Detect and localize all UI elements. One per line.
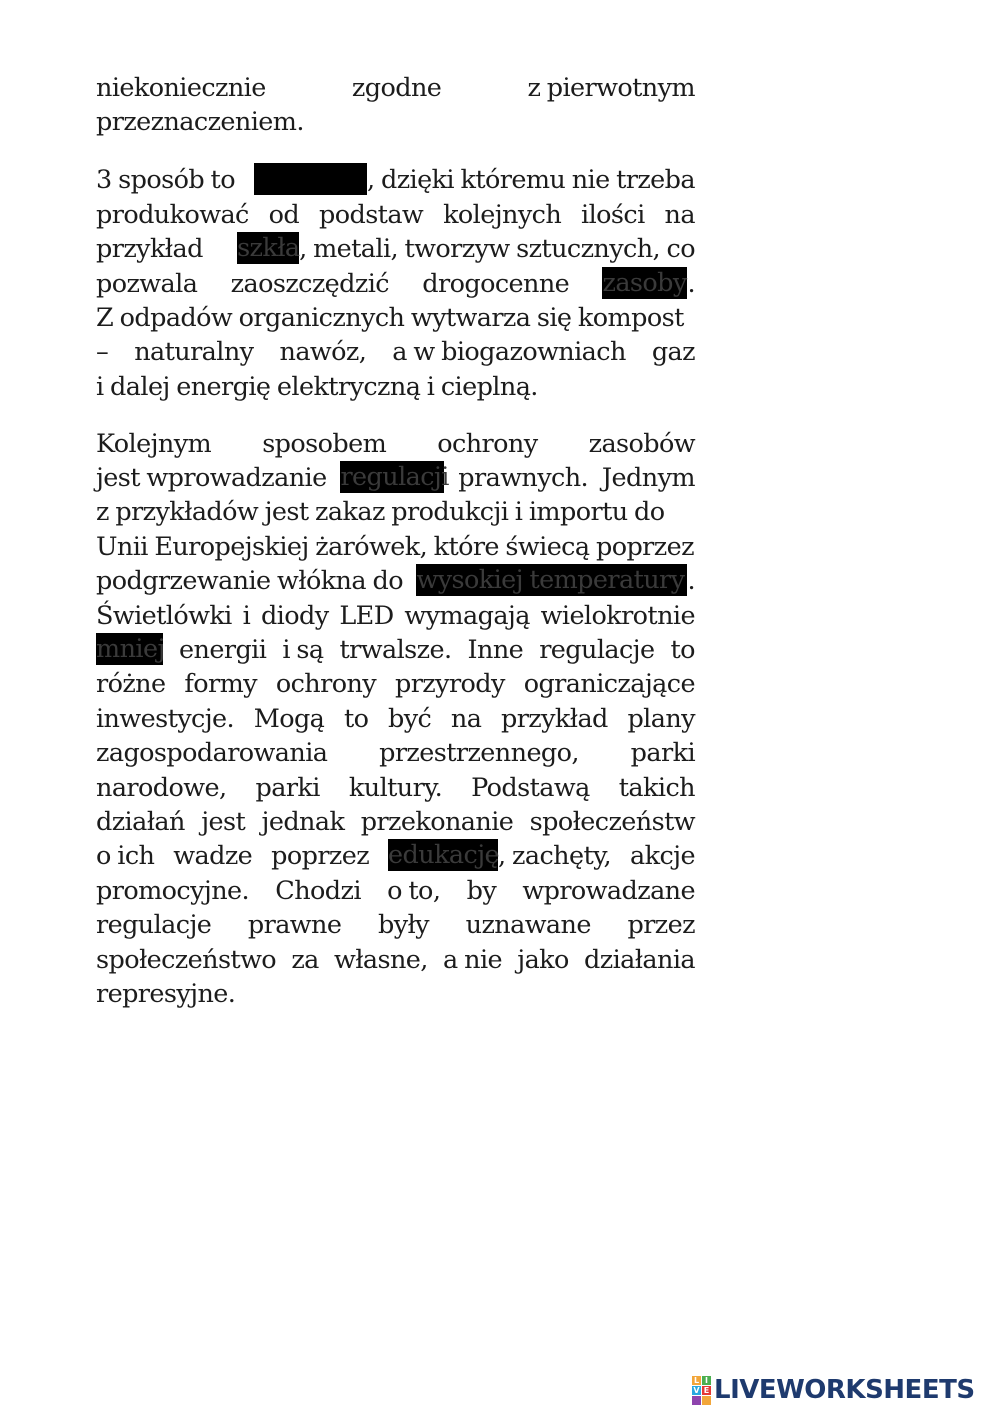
answer-blank[interactable]: wysokiej temperatury (416, 564, 687, 596)
text-fragment: ograniczające (523, 669, 695, 700)
word-group (437, 427, 537, 461)
text-fragment: działania (584, 944, 695, 975)
text-fragment: społeczeństw (529, 807, 695, 837)
word-group (630, 839, 695, 873)
text-fragment: pozwala (96, 268, 198, 299)
logo-mark-cell: E (703, 1385, 710, 1395)
text-fragment: o ich (96, 841, 155, 872)
word-group (416, 564, 695, 598)
word-group (96, 667, 166, 701)
word-group (501, 702, 608, 736)
text-fragment: o to, (387, 875, 441, 906)
text-line (96, 461, 695, 495)
word-group (201, 805, 245, 839)
word-group (275, 874, 361, 908)
liveworksheets-logo-icon (692, 1376, 711, 1405)
answer-blank[interactable]: regulacji (340, 462, 449, 493)
text-fragment: promocyjne. (96, 875, 250, 906)
text-line (96, 908, 695, 942)
word-group (361, 805, 514, 839)
text-fragment: , dzięki któremu nie trzeba (366, 165, 695, 196)
paragraph (96, 427, 695, 1012)
word-group (527, 71, 695, 105)
text-fragment: , zachęty, (498, 841, 612, 872)
text-fragment: LED (339, 600, 394, 631)
text-fragment: gaz (651, 337, 695, 368)
word-group (619, 771, 695, 805)
word-group (522, 874, 695, 908)
word-group (280, 335, 367, 369)
answer-blank[interactable]: mniej (96, 634, 165, 665)
text-fragment: plany (627, 703, 695, 734)
answer-blank[interactable]: zasoby (602, 267, 687, 298)
word-group (539, 633, 654, 667)
word-group (392, 335, 626, 369)
logo-mark-cell: I (702, 1376, 711, 1385)
text-fragment: zgodne (351, 73, 442, 103)
word-group (468, 633, 524, 667)
text-line (96, 427, 695, 461)
word-group (96, 839, 154, 873)
text-fragment: jednak (261, 807, 345, 837)
text-fragment: wielokrotnie (540, 600, 695, 631)
text-line (96, 370, 695, 404)
text-line (96, 495, 695, 529)
text-line (96, 874, 695, 908)
word-group (237, 232, 695, 266)
word-group (96, 427, 211, 461)
text-fragment: trwalsze. (339, 635, 452, 666)
word-group (271, 839, 369, 873)
text-fragment: Inne (467, 635, 524, 666)
text-fragment: działań (96, 807, 185, 837)
word-group (254, 163, 695, 197)
text-fragment: Podstawą (471, 772, 590, 803)
text-fragment: , metali, tworzyw sztucznych, co (299, 234, 695, 265)
text-fragment: wymagają (404, 600, 530, 631)
text-fragment: przekonanie (360, 807, 514, 837)
text-fragment: były (377, 910, 429, 941)
word-group (388, 702, 431, 736)
word-group (352, 71, 441, 105)
word-group (96, 908, 211, 942)
text-fragment: drogocenne (422, 268, 570, 299)
word-group (291, 943, 318, 977)
text-fragment: kultury. (348, 772, 443, 803)
word-group (96, 633, 163, 667)
text-line (96, 71, 695, 105)
logo-mark-cell: L (693, 1375, 700, 1385)
text-line (96, 839, 695, 873)
word-group (340, 633, 452, 667)
word-group (602, 461, 695, 495)
text-fragment: zasobów (588, 428, 695, 459)
word-group (344, 702, 368, 736)
text-fragment: wadze (173, 841, 253, 872)
text-line (96, 633, 695, 667)
text-line (96, 335, 695, 369)
word-group (96, 530, 694, 564)
text-fragment: zaoszczędzić (230, 268, 389, 299)
text-fragment: jest wprowadzanie (96, 463, 327, 494)
logo-text: LIVEWORKSHEETS (714, 1375, 975, 1405)
text-fragment: Jednym (601, 463, 695, 494)
word-group (96, 267, 197, 301)
word-group (541, 599, 695, 633)
text-line (96, 198, 695, 232)
text-fragment: Z odpadów organicznych wytwarza się kompost (96, 302, 684, 333)
answer-blank[interactable]: szkła (237, 233, 300, 264)
text-fragment: podgrzewanie włókna do (96, 566, 403, 597)
logo-mark-cell: V (693, 1385, 700, 1395)
text-line (96, 564, 695, 598)
word-group (96, 71, 266, 105)
text-fragment: społeczeństwo (96, 944, 277, 975)
word-group (96, 599, 232, 633)
text-line (96, 530, 695, 564)
text-line (96, 301, 695, 335)
word-group (458, 461, 588, 495)
word-group (96, 335, 108, 369)
text-line (96, 943, 695, 977)
word-group (665, 198, 695, 232)
text-fragment: przykład (500, 703, 608, 734)
word-group (96, 943, 276, 977)
text-fragment: uznawane (465, 910, 591, 941)
text-fragment: parki (255, 772, 320, 803)
paragraph (96, 71, 695, 140)
text-fragment: zagospodarowania (96, 738, 328, 769)
text-fragment: od (268, 199, 300, 230)
text-fragment: – (96, 337, 109, 368)
word-group (269, 198, 299, 232)
text-fragment: Kolejnym (96, 428, 212, 459)
text-fragment: prawnych. (458, 463, 589, 494)
text-fragment: . (687, 268, 695, 299)
word-group (627, 702, 695, 736)
text-fragment: prawne (247, 910, 342, 941)
text-fragment: by (466, 875, 497, 906)
text-fragment: na (664, 199, 695, 230)
word-group (524, 667, 695, 701)
paragraph (96, 163, 695, 404)
word-group (379, 736, 579, 770)
word-group (254, 702, 325, 736)
word-group (282, 633, 323, 667)
word-group (276, 667, 376, 701)
word-group (96, 564, 403, 598)
text-line (96, 702, 695, 736)
text-fragment: z przykładów jest zakaz produkcji i importu do (96, 497, 665, 528)
text-fragment: to (670, 635, 695, 666)
text-fragment: ochrony (437, 428, 538, 459)
text-fragment: i dalej energię elektryczną i cieplną. (96, 371, 538, 402)
text-fragment: poprzez (271, 841, 370, 872)
text-fragment: formy (184, 669, 257, 700)
word-group (96, 771, 226, 805)
text-fragment: Mogą (253, 703, 325, 734)
word-group (96, 370, 538, 404)
word-group (584, 943, 695, 977)
text-line (96, 805, 695, 839)
word-group (471, 771, 590, 805)
word-group (173, 839, 252, 873)
word-group (378, 908, 429, 942)
text-fragment: a w biogazowniach (392, 337, 626, 368)
word-group (96, 301, 684, 335)
word-group (631, 736, 695, 770)
text-fragment: energii (179, 635, 267, 666)
word-group (96, 805, 185, 839)
text-fragment: kolejnych (443, 199, 562, 230)
word-group (388, 839, 611, 873)
text-fragment: i (242, 600, 251, 631)
word-group (451, 702, 481, 736)
text-line (96, 977, 695, 1011)
word-group (589, 427, 695, 461)
word-group (387, 874, 440, 908)
word-group (96, 163, 235, 197)
text-fragment: niekoniecznie (96, 73, 266, 103)
text-fragment: z pierwotnym (527, 73, 695, 103)
text-fragment: regulacje (539, 635, 655, 666)
word-group (261, 599, 329, 633)
text-fragment: Unii Europejskiej żarówek, które świecą poprzez (96, 531, 694, 562)
text-fragment: różne (96, 669, 166, 700)
text-fragment: jako (517, 944, 569, 975)
text-fragment: narodowe, (96, 772, 227, 803)
text-fragment: ilości (581, 199, 645, 230)
text-fragment: być (388, 703, 432, 734)
text-fragment: represyjne. (96, 978, 236, 1009)
word-group (262, 427, 386, 461)
word-group (262, 805, 345, 839)
text-fragment: regulacje (96, 910, 212, 941)
liveworksheets-logo (692, 1376, 975, 1404)
word-group (517, 943, 569, 977)
word-group (134, 335, 253, 369)
word-group (96, 736, 327, 770)
text-line (96, 267, 695, 301)
word-group (530, 805, 695, 839)
text-fragment: sposobem (262, 428, 387, 459)
text-fragment: przykład (96, 234, 203, 265)
text-line (96, 736, 695, 770)
word-group (243, 599, 251, 633)
text-fragment: inwestycje. (96, 703, 235, 734)
word-group (602, 267, 695, 301)
word-group (443, 198, 561, 232)
word-group (422, 267, 569, 301)
text-line (96, 771, 695, 805)
answer-blank[interactable] (254, 163, 367, 195)
logo-mark-cell (692, 1396, 701, 1405)
text-line (96, 105, 695, 139)
text-line (96, 599, 695, 633)
text-fragment: ochrony (275, 669, 377, 700)
text-fragment: naturalny (134, 337, 254, 368)
text-line (96, 232, 695, 266)
logo-mark-cell (702, 1396, 711, 1405)
text-fragment: a nie (443, 944, 503, 975)
word-group (96, 495, 665, 529)
word-group (340, 461, 449, 495)
text-fragment: parki (630, 738, 695, 769)
text-fragment: własne, (334, 944, 428, 975)
word-group (404, 599, 529, 633)
text-fragment: to (343, 703, 369, 734)
word-group (339, 599, 393, 633)
text-fragment: . (687, 566, 695, 597)
text-fragment: na (450, 703, 482, 734)
word-group (627, 908, 694, 942)
word-group (466, 908, 591, 942)
text-fragment: takich (618, 772, 695, 803)
text-fragment: i są (282, 635, 324, 666)
word-group (96, 977, 235, 1011)
word-group (231, 267, 389, 301)
word-group (248, 908, 341, 942)
word-group (334, 943, 428, 977)
answer-blank[interactable]: edukację (388, 840, 500, 871)
text-fragment: 3 sposób to (96, 165, 235, 196)
text-fragment: za (291, 944, 319, 975)
text-fragment: akcje (630, 841, 695, 872)
text-line (96, 163, 695, 197)
text-fragment: przez (627, 910, 695, 941)
text-fragment: diody (260, 600, 329, 631)
text-fragment: przeznaczeniem. (96, 107, 304, 138)
worksheet-text (96, 71, 695, 1011)
word-group (96, 702, 234, 736)
text-fragment: podstaw (319, 199, 424, 230)
text-fragment: produkować (96, 199, 249, 230)
word-group (652, 335, 695, 369)
word-group (179, 633, 266, 667)
word-group (96, 105, 304, 139)
word-group (671, 633, 695, 667)
text-fragment: wprowadzane (522, 875, 695, 906)
word-group (467, 874, 497, 908)
word-group (349, 771, 442, 805)
text-fragment: jest (201, 807, 246, 837)
text-fragment: Świetlówki (96, 600, 232, 631)
word-group (96, 232, 203, 266)
word-group (581, 198, 645, 232)
text-fragment: przestrzennego, (379, 738, 579, 769)
word-group (96, 874, 249, 908)
word-group (319, 198, 423, 232)
word-group (256, 771, 320, 805)
text-line (96, 667, 695, 701)
text-fragment: Chodzi (275, 875, 361, 906)
word-group (96, 198, 249, 232)
word-group (96, 461, 327, 495)
text-fragment: przyrody (394, 669, 505, 700)
word-group (395, 667, 505, 701)
text-fragment: nawóz, (279, 337, 367, 368)
word-group (184, 667, 257, 701)
word-group (443, 943, 502, 977)
